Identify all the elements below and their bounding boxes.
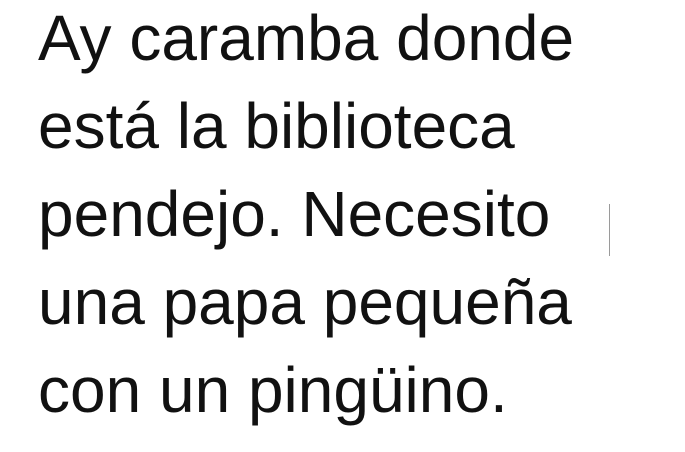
- text-caret: [609, 204, 610, 256]
- text-line-2: está la biblioteca: [38, 90, 515, 162]
- text-line-5: con un pingüino.: [38, 354, 508, 426]
- text-line-1: Ay caramba donde: [38, 2, 575, 74]
- text-line-3: pendejo. Necesito: [38, 178, 551, 250]
- text-line-4: una papa pequeña: [38, 266, 572, 338]
